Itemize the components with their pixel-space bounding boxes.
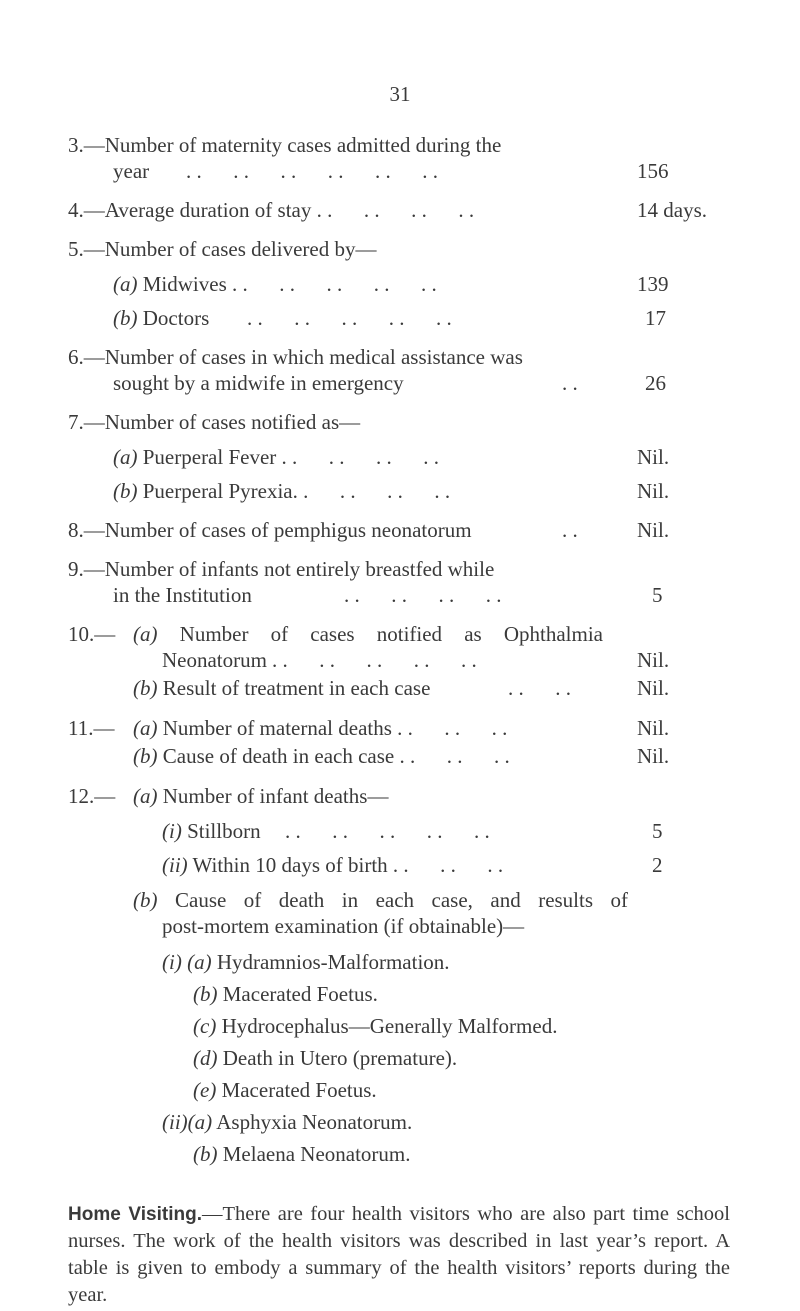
item-7b-label: (b): [113, 479, 138, 503]
cause-b-text: Macerated Foetus.: [222, 982, 378, 1006]
page-number: 31: [389, 82, 411, 106]
item-3-line-2-text: year: [113, 159, 150, 183]
item-10a-line-2: Neonatorum . . . . . . . . . .: [162, 648, 477, 672]
cause-d-text: Death in Utero (premature).: [222, 1046, 458, 1070]
item-12a-ii-value: 2: [652, 853, 663, 877]
item-10a-value: Nil.: [637, 648, 670, 672]
item-12a-label: (a): [133, 784, 158, 808]
item-9-line-2-text: in the Institution: [113, 583, 252, 607]
item-4-text: 4.—Average duration of stay . . . . . . . .: [68, 198, 475, 222]
item-5a-value: 139: [637, 272, 669, 296]
item-11b-text: Cause of death in each case: [162, 744, 395, 768]
cause-e-text: Macerated Foetus.: [221, 1078, 377, 1102]
item-4-text-label: 4.—Average duration of stay: [68, 198, 312, 222]
cause-ii-a-label: (a): [187, 1110, 213, 1134]
item-10a-label: (a): [133, 622, 158, 646]
item-6-line-2: sought by a midwife in emergency . .: [113, 371, 578, 395]
item-4-value: 14 days.: [637, 198, 707, 222]
cause-a-label: (a): [187, 950, 212, 974]
item-6-value: 26: [645, 371, 666, 395]
cause-ii-b-text: Melaena Neonatorum.: [222, 1142, 411, 1166]
item-11a-label: (a): [133, 716, 158, 740]
item-12a-ii-label: (ii): [162, 853, 188, 877]
cause-b-label: (b): [193, 982, 218, 1006]
cause-d-label: (d): [193, 1046, 218, 1070]
item-10-number: 10.—: [68, 622, 116, 646]
cause-i-a-row: [162, 950, 450, 975]
item-12b-text: Cause of death in each case, and results of: [175, 888, 629, 912]
cause-ii-a-text: Asphyxia Neonatorum.: [216, 1110, 413, 1134]
item-5b-value: 17: [645, 306, 666, 330]
item-11b-row: (b) Cause of death in each case . . . . . .: [133, 744, 510, 768]
item-7a-label: (a): [113, 445, 138, 469]
item-11b-value: Nil.: [637, 744, 670, 768]
item-5b-text: Doctors: [142, 306, 210, 330]
item-5-text: 5.—Number of cases delivered by—: [68, 237, 377, 261]
item-5a-text: Midwives: [142, 272, 227, 296]
item-9-line-1: 9.—Number of infants not entirely breastfed while: [68, 557, 495, 581]
item-10b-row: (b) Result of treatment in each case . . . .: [133, 676, 571, 700]
item-12a-text: Number of infant deaths—: [162, 784, 389, 808]
item-11a-value: Nil.: [637, 716, 670, 740]
item-5a-label: (a): [113, 272, 138, 296]
item-8-text: 8.—Number of cases of pemphigus neonatorum . .: [68, 518, 578, 542]
item-7b-row: (b) Puerperal Pyrexia. . . . . . . .: [113, 479, 451, 503]
item-7a-value: Nil.: [637, 445, 670, 469]
cause-ii-b-row: [193, 1142, 411, 1167]
item-11-number: 11.—: [68, 716, 115, 740]
cause-c-row: [193, 1014, 557, 1039]
item-11a-row: (a) Number of maternal deaths . . . . . .: [133, 716, 508, 740]
item-11a-text: Number of maternal deaths: [162, 716, 392, 740]
cause-c-label: (c): [193, 1014, 217, 1038]
item-7b-value: Nil.: [637, 479, 670, 503]
cause-c-text: Hydrocephalus—Generally Malformed.: [221, 1014, 558, 1038]
item-8-text-label: 8.—Number of cases of pemphigus neonatorum: [68, 518, 472, 542]
item-12b-label: (b): [133, 888, 158, 912]
item-5a-row: (a) Midwives . . . . . . . . . .: [113, 272, 437, 296]
item-12a-row: [133, 784, 388, 809]
item-12b-line-1: [133, 888, 628, 913]
cause-ii-a-row: [162, 1110, 412, 1135]
item-10b-label: (b): [133, 676, 158, 700]
item-12a-i-label: (i): [162, 819, 182, 843]
item-7-text: 7.—Number of cases notified as—: [68, 410, 361, 434]
item-12a-i-row: (i) Stillborn . . . . . . . . . .: [162, 819, 490, 843]
cause-ii-b-label: (b): [193, 1142, 218, 1166]
item-6-line-2-text: sought by a midwife in emergency: [113, 371, 404, 395]
item-10b-value: Nil.: [637, 676, 670, 700]
cause-e-row: [193, 1078, 377, 1103]
item-10a-line-2-text: Neonatorum: [162, 648, 267, 672]
item-12a-ii-text: Within 10 days of birth: [192, 853, 388, 877]
item-7b-text: Puerperal Pyrexia: [142, 479, 293, 503]
item-3-value: 156: [637, 159, 669, 183]
item-7a-row: (a) Puerperal Fever . . . . . . . .: [113, 445, 440, 469]
item-12a-ii-row: (ii) Within 10 days of birth . . . . . .: [162, 853, 504, 877]
item-12a-i-value: 5: [652, 819, 663, 843]
home-visiting-heading: Home Visiting.: [68, 1204, 202, 1225]
item-10b-text: Result of treatment in each case: [162, 676, 431, 700]
item-12b-line-2: post-mortem examination (if obtainable)—: [162, 914, 525, 938]
home-visiting-text: —There are four health visitors who are also part time school nurses. The work of the health visitors was described in last year’s report. A table is given to embody a summary of the health visitors’ reports during the year.: [68, 1203, 730, 1306]
cause-ii-label: (ii): [162, 1110, 188, 1134]
cause-i-label: (i): [162, 950, 182, 974]
item-11b-label: (b): [133, 744, 158, 768]
cause-e-label: (e): [193, 1078, 217, 1102]
item-12-number: 12.—: [68, 784, 116, 808]
item-12a-i-text: Stillborn: [187, 819, 261, 843]
cause-d-row: [193, 1046, 457, 1071]
item-6-line-1: 6.—Number of cases in which medical assistance was: [68, 345, 523, 369]
item-7a-text: Puerperal Fever: [142, 445, 277, 469]
item-5b-row: (b) Doctors . . . . . . . . . .: [113, 306, 452, 330]
item-5b-label: (b): [113, 306, 138, 330]
item-10a-text: Number of cases notified as Ophthalmia: [179, 622, 603, 646]
item-3-line-1: 3.—Number of maternity cases admitted during the: [68, 133, 502, 157]
cause-a-text: Hydramnios-Malformation.: [216, 950, 450, 974]
item-9-value: 5: [652, 583, 663, 607]
item-8-value: Nil.: [637, 518, 670, 542]
home-visiting-paragraph: [68, 1201, 730, 1309]
item-9-line-2: in the Institution . . . . . . . .: [113, 583, 502, 607]
item-10a-line-1: [133, 622, 603, 647]
item-3-line-2: year . . . . . . . . . . . .: [113, 159, 438, 183]
cause-b-row: [193, 982, 378, 1007]
